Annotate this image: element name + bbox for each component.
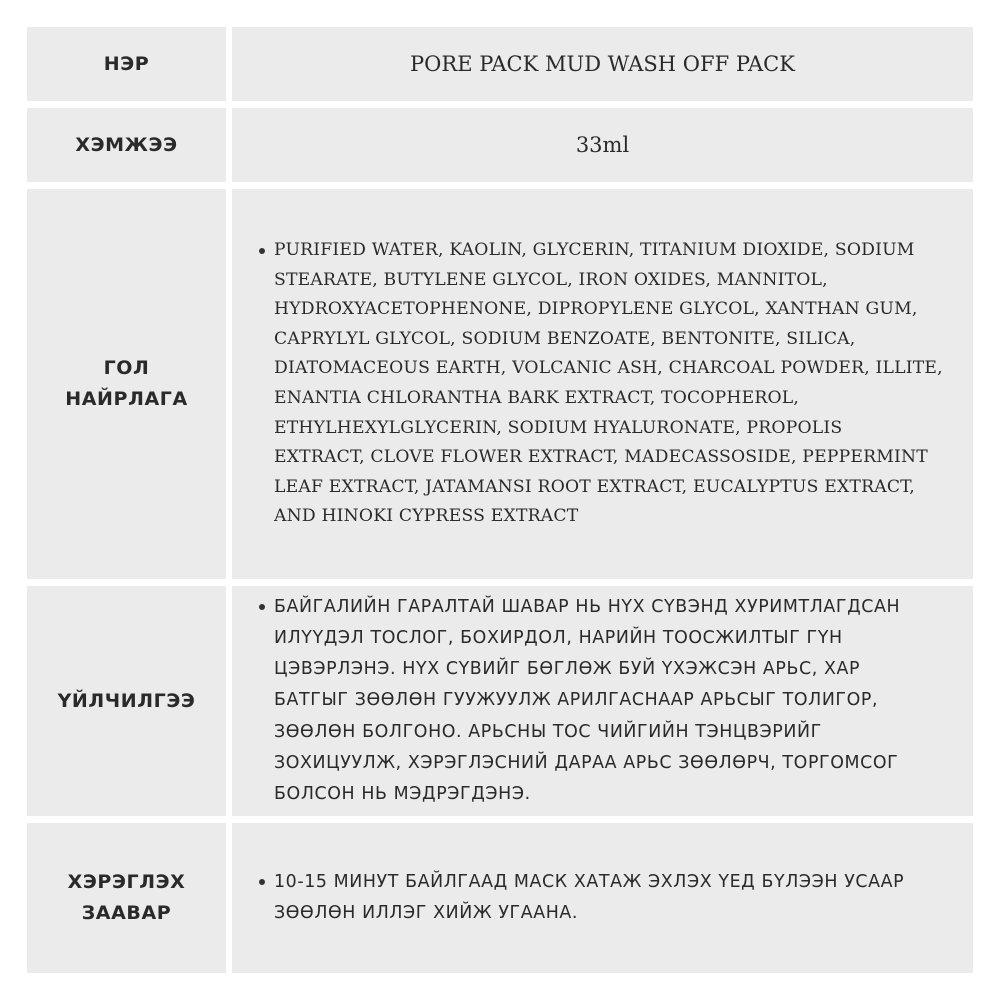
effect-list — [232, 592, 900, 810]
usage-line: 10-15 МИНУТ БАЙЛГААД МАСК ХАТАЖ ЭХЛЭХ ҮЕД БҮЛЭЭН УСААР — [274, 871, 905, 892]
size-value: 33ml — [575, 133, 630, 157]
ingredients-value-cell — [232, 189, 973, 579]
ingredients-line: ETHYLHEXYLGLYCERIN, SODIUM HYALURONATE, PROPOLIS — [274, 417, 843, 438]
effect-line: ЗӨӨЛӨН БОЛГОНО. АРЬСНЫ ТОС ЧИЙГИЙН ТЭНЦВЭРИЙГ — [274, 721, 822, 742]
size-value-cell — [232, 108, 973, 182]
size-label: ХЭМЖЭЭ — [75, 133, 178, 156]
ingredients-line: HYDROXYACETOPHENONE, DIPROPYLENE GLYCOL, XANTHAN GUM, — [274, 299, 918, 320]
ingredients-line: PURIFIED WATER, KAOLIN, GLYCERIN, TITANIUM DIOXIDE, SODIUM — [274, 240, 915, 261]
effect-line: БАЙГАЛИЙН ГАРАЛТАЙ ШАВАР НЬ НҮХ СҮВЭНД ХУРИМТЛАГДСАН — [274, 596, 901, 617]
ingredients-line: LEAF EXTRACT, JATAMANSI ROOT EXTRACT, EUCALYPTUS EXTRACT, — [274, 476, 915, 497]
usage-value-cell — [232, 823, 973, 973]
ingredients-line: ENANTIA CHLORANTHA BARK EXTRACT, TOCOPHEROL, — [274, 388, 800, 408]
ingredients-list — [232, 236, 943, 532]
ingredients-label-cell — [27, 189, 226, 579]
name-value: PORE PACK MUD WASH OFF PACK — [410, 52, 795, 76]
effect-line: ИЛҮҮДЭЛ ТОСЛОГ, БОХИРДОЛ, НАРИЙН ТООСЖИЛТЫГ ГҮН — [274, 627, 843, 648]
bullet-icon — [259, 604, 265, 610]
bullet-icon — [259, 879, 265, 885]
ingredients-line: AND HINOKI CYPRESS EXTRACT — [274, 506, 579, 527]
usage-line: ЗӨӨЛӨН ИЛЛЭГ ХИЙЖ УГААНА. — [274, 903, 579, 923]
effect-line: ЗОХИЦУУЛЖ, ХЭРЭГЛЭСНИЙ ДАРАА АРЬС ЗӨӨЛӨРЧ, ТОРГОМСОГ — [274, 752, 899, 773]
effect-line: ЦЭВЭРЛЭНЭ. НҮХ СҮВИЙГ БӨГЛӨЖ БУЙ ҮХЭЖСЭН АРЬС, ХАР — [274, 659, 861, 680]
ingredients-line: EXTRACT, CLOVE FLOWER EXTRACT, MADECASSOSIDE, PEPPERMINT — [274, 447, 928, 468]
name-label-cell — [27, 27, 226, 101]
usage-label-line-2: ЗААВАР — [81, 902, 172, 924]
usage-label-cell — [27, 823, 226, 973]
effect-line: БОЛСОН НЬ МЭДРЭГДЭНЭ. — [274, 784, 531, 804]
ingredients-line: STEARATE, BUTYLENE GLYCOL, IRON OXIDES, MANNITOL, — [274, 269, 828, 290]
ingredients-line: CAPRYLYL GLYCOL, SODIUM BENZOATE, BENTONITE, SILICA, — [274, 328, 856, 349]
bullet-icon — [259, 248, 265, 254]
name-value-cell — [232, 27, 973, 101]
effect-value-cell — [232, 586, 973, 816]
list-item — [274, 867, 904, 929]
ingredients-label-line-1: ГОЛ — [103, 357, 150, 379]
usage-label-line-1: ХЭРЭГЛЭХ — [67, 871, 186, 893]
size-label-cell — [27, 108, 226, 182]
name-label: НЭР — [103, 52, 150, 75]
effect-line: БАТГЫГ ЗӨӨЛӨН ГУУЖУУЛЖ АРИЛГАСНААР АРЬСЫГ ТОЛИГОР, — [274, 690, 879, 711]
list-item — [274, 592, 900, 810]
effect-label: ҮЙЛЧИЛГЭЭ — [57, 689, 196, 712]
list-item — [274, 236, 943, 532]
usage-list — [232, 867, 904, 929]
ingredients-line: DIATOMACEOUS EARTH, VOLCANIC ASH, CHARCOAL POWDER, ILLITE, — [274, 358, 943, 379]
ingredients-label-line-2: НАЙРЛАГА — [65, 388, 188, 410]
effect-label-cell — [27, 586, 226, 816]
